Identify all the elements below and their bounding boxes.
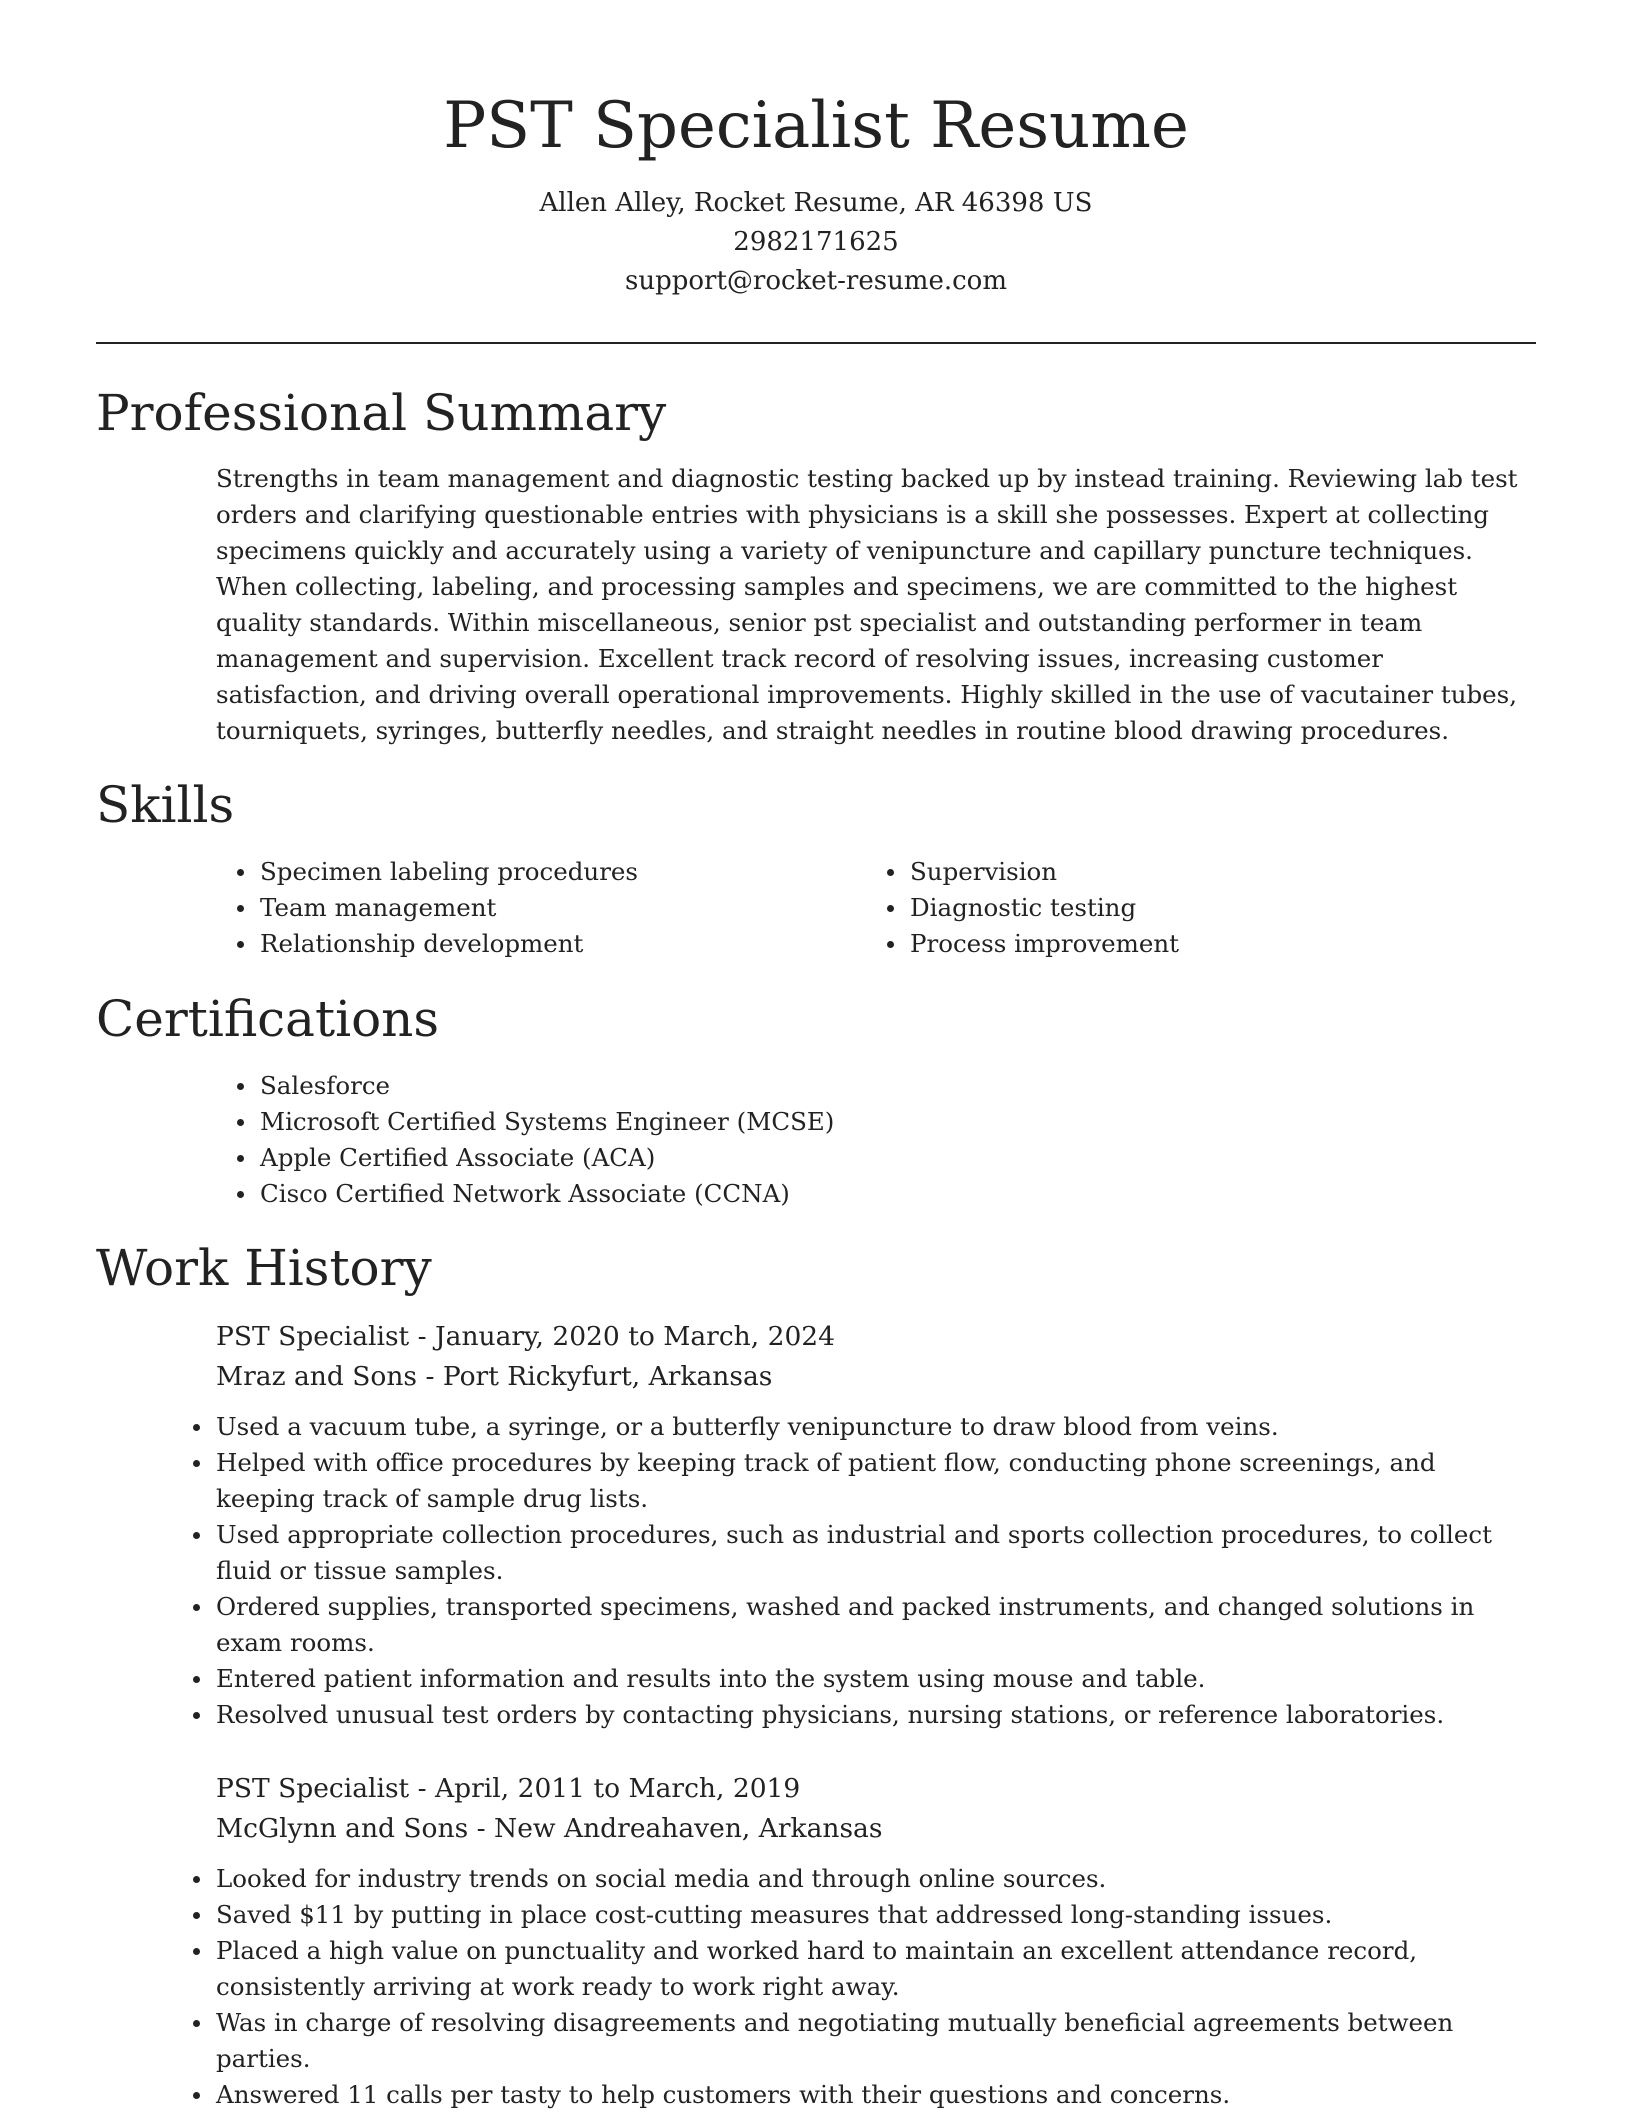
skill-item: Diagnostic testing [866, 890, 1179, 926]
section-heading-work-history: Work History [96, 1239, 432, 1297]
contact-address: Allen Alley, Rocket Resume, AR 46398 US [539, 188, 1093, 218]
job-dates: January, 2020 to March, 2024 [435, 1321, 836, 1352]
job-bullet: Placed a high value on punctuality and worked hard to maintain an excellent attendance record, consistently arriving at work ready to work right away. [172, 1933, 1536, 2005]
job-location: Port Rickyfurt, Arkansas [442, 1361, 773, 1392]
job-bullet: Was in charge of resolving disagreements and negotiating mutually beneficial agreements between parties. [172, 2005, 1536, 2077]
job-employer: Mraz and Sons [216, 1361, 418, 1392]
job-title: PST Specialist [216, 1321, 410, 1352]
job-title: PST Specialist [216, 1773, 410, 1804]
job-bullets [172, 1861, 1536, 2113]
contact-phone: 2982171625 [733, 227, 899, 257]
header-divider [96, 342, 1536, 344]
resume-title: PST Specialist Resume [443, 89, 1189, 163]
job-bullet: Answered 11 calls per tasty to help customers with their questions and concerns. [172, 2077, 1536, 2113]
job-bullet: Resolved unusual test orders by contacting physicians, nursing stations, or reference laboratories. [172, 1697, 1536, 1733]
section-heading-certifications: Certifications [96, 990, 440, 1048]
job-entry [216, 1769, 1536, 2113]
job-title-line: PST Specialist - April, 2011 to March, 2019 [216, 1773, 801, 1804]
job-bullet: Ordered supplies, transported specimens, washed and packed instruments, and changed solutions in exam rooms. [172, 1589, 1536, 1661]
job-bullet: Looked for industry trends on social media and through online sources. [172, 1861, 1536, 1897]
job-bullet: Entered patient information and results into the system using mouse and table. [172, 1661, 1536, 1697]
certifications-list [216, 1068, 834, 1212]
summary-text: Strengths in team management and diagnostic testing backed up by instead training. Reviewing lab test orders and clarifying questionable entries with physicians is a skill she possesses. Expert at collecting specimens quickly and accurately using a variety of venipuncture and capillary puncture techniques. When collecting, labeling, and processing samples and specimens, we are committed to the highest quality standards. Within miscellaneous, senior pst specialist and outstanding performer in team management and supervision. Excellent track record of resolving issues, increasing customer satisfaction, and driving overall operational improvements. Highly skilled in the use of vacutainer tubes, tourniquets, syringes, butterfly needles, and straight needles in routine blood drawing procedures. [216, 464, 1518, 745]
section-heading-summary: Professional Summary [96, 384, 667, 442]
skills-list-left [216, 854, 638, 962]
certification-item: Microsoft Certified Systems Engineer (MCSE) [216, 1104, 834, 1140]
skill-item: Process improvement [866, 926, 1179, 962]
job-bullet: Helped with office procedures by keeping track of patient flow, conducting phone screenings, and keeping track of sample drug lists. [172, 1445, 1536, 1517]
job-employer: McGlynn and Sons [216, 1813, 469, 1844]
job-location: New Andreahaven, Arkansas [494, 1813, 883, 1844]
skill-item: Team management [216, 890, 638, 926]
job-bullet: Used appropriate collection procedures, such as industrial and sports collection procedures, to collect fluid or tissue samples. [172, 1517, 1536, 1589]
skill-item: Supervision [866, 854, 1179, 890]
skills-list-right [866, 854, 1179, 962]
job-bullets [172, 1409, 1536, 1733]
job-employer-line: McGlynn and Sons - New Andreahaven, Arkansas [216, 1813, 883, 1844]
certification-item: Salesforce [216, 1068, 834, 1104]
job-dates: April, 2011 to March, 2019 [435, 1773, 801, 1804]
job-employer-line: Mraz and Sons - Port Rickyfurt, Arkansas [216, 1361, 773, 1392]
job-bullet: Saved $11 by putting in place cost-cutting measures that addressed long-standing issues. [172, 1897, 1536, 1933]
job-entry [216, 1317, 1536, 1733]
certification-item: Cisco Certified Network Associate (CCNA) [216, 1176, 834, 1212]
resume-header [96, 78, 1536, 301]
certification-item: Apple Certified Associate (ACA) [216, 1140, 834, 1176]
contact-email: support@rocket-resume.com [624, 266, 1007, 296]
section-heading-skills: Skills [96, 776, 235, 834]
job-bullet: Used a vacuum tube, a syringe, or a butterfly venipuncture to draw blood from veins. [172, 1409, 1536, 1445]
job-title-line: PST Specialist - January, 2020 to March, 2024 [216, 1321, 836, 1352]
skill-item: Specimen labeling procedures [216, 854, 638, 890]
skill-item: Relationship development [216, 926, 638, 962]
